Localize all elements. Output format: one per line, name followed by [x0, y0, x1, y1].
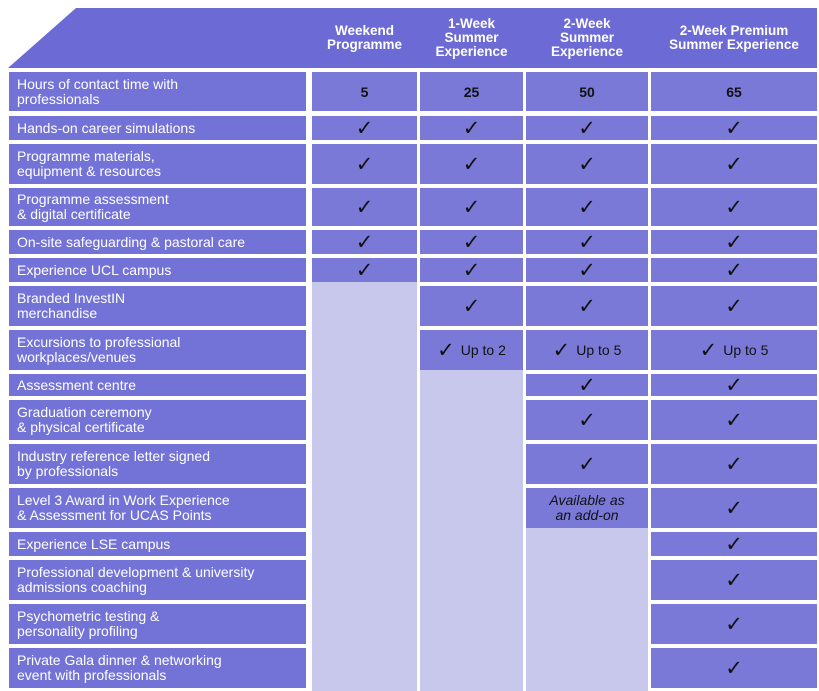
header-line: Summer Experience — [669, 37, 799, 52]
cell-text: Up to 2 — [460, 342, 506, 358]
row-label — [9, 532, 306, 556]
check-icon: ✓ — [725, 567, 743, 592]
check-cell — [420, 188, 523, 226]
row-label-line: Hands-on career simulations — [17, 119, 196, 136]
header-line: Summer — [444, 30, 499, 45]
row-label — [9, 488, 306, 528]
check-icon: ✓ — [725, 531, 743, 556]
check-icon: ✓ — [578, 257, 596, 282]
check-icon: ✓ — [725, 229, 743, 254]
check-icon: ✓ — [437, 337, 455, 362]
row-label-line: merchandise — [17, 305, 98, 321]
row-label — [9, 188, 306, 226]
row-label-line: Branded InvestIN — [17, 290, 126, 306]
check-cell — [526, 144, 648, 184]
value-cell: 65 — [651, 72, 817, 111]
check-cell — [526, 330, 648, 370]
check-icon: ✓ — [725, 194, 743, 219]
unavailable-region — [526, 528, 648, 691]
row-label-line: Experience LSE campus — [17, 535, 171, 552]
row-label — [9, 72, 306, 111]
check-icon: ✓ — [725, 655, 743, 680]
note-line: Available as — [549, 492, 625, 508]
row-label-line: personality profiling — [17, 623, 138, 639]
row-label — [9, 648, 306, 688]
row-label-line: workplaces/venues — [17, 349, 137, 365]
check-icon: ✓ — [578, 194, 596, 219]
check-cell — [420, 286, 523, 326]
row-label-line: Assessment centre — [17, 376, 137, 393]
row-label — [9, 258, 306, 282]
row-label — [9, 144, 306, 184]
check-cell — [526, 188, 648, 226]
row-label — [9, 604, 306, 644]
check-cell — [526, 444, 648, 484]
check-cell — [651, 188, 817, 226]
check-icon: ✓ — [578, 229, 596, 254]
check-cell — [312, 188, 417, 226]
check-cell — [651, 258, 817, 282]
check-cell — [651, 286, 817, 326]
check-cell — [651, 330, 817, 370]
row-label-line: Experience UCL campus — [17, 261, 172, 278]
check-cell — [312, 144, 417, 184]
check-icon: ✓ — [462, 194, 481, 219]
row-label — [9, 400, 306, 440]
check-cell — [651, 444, 817, 484]
row-label-line: admissions coaching — [17, 579, 147, 595]
check-cell — [651, 374, 817, 396]
row-label-line: equipment & resources — [17, 163, 161, 179]
row-label — [9, 330, 306, 370]
check-cell — [651, 604, 817, 644]
header-2-week-premium — [651, 8, 817, 68]
check-cell — [312, 230, 417, 254]
check-icon: ✓ — [725, 611, 743, 636]
value-cell: 50 — [526, 72, 648, 111]
row-label-line: Level 3 Award in Work Experience — [17, 492, 230, 508]
row-label-line: Hours of contact time with — [17, 75, 179, 92]
check-icon: ✓ — [725, 151, 743, 176]
check-cell — [312, 116, 417, 140]
row-label — [9, 116, 306, 140]
check-cell — [526, 116, 648, 140]
check-icon: ✓ — [355, 229, 374, 254]
check-icon: ✓ — [578, 293, 596, 318]
check-icon: ✓ — [462, 229, 481, 254]
check-cell — [526, 258, 648, 282]
check-icon: ✓ — [725, 115, 743, 140]
check-icon: ✓ — [355, 115, 374, 140]
check-icon: ✓ — [725, 451, 743, 476]
check-cell — [651, 230, 817, 254]
unavailable-region — [312, 282, 417, 691]
row-label — [9, 374, 306, 396]
check-icon: ✓ — [355, 257, 374, 282]
row-label-line: Excursions to professional — [17, 334, 181, 350]
check-cell — [420, 330, 523, 370]
check-cell — [420, 258, 523, 282]
check-icon: ✓ — [699, 337, 718, 362]
check-icon: ✓ — [578, 372, 596, 397]
row-label-line: Professional development & university — [17, 564, 255, 580]
row-label-line: & Assessment for UCAS Points — [17, 507, 212, 523]
row-label — [9, 444, 306, 484]
header-line: Weekend — [334, 23, 395, 38]
header-line: 1-Week — [447, 16, 495, 31]
check-icon: ✓ — [725, 257, 743, 282]
row-label-line: Graduation ceremony — [17, 404, 152, 420]
row-label-line: event with professionals — [17, 667, 167, 683]
cell-text: Up to 5 — [723, 342, 769, 358]
check-cell — [651, 560, 817, 600]
check-icon: ✓ — [725, 293, 743, 318]
header-line: 2-Week — [563, 16, 611, 31]
value-cell: 25 — [420, 72, 523, 111]
header-line: 2-Week Premium — [679, 23, 789, 38]
header-weekend-programme — [312, 8, 417, 68]
check-icon: ✓ — [462, 151, 481, 176]
row-label-line: Industry reference letter signed — [17, 448, 210, 464]
header-line: Summer — [559, 30, 614, 45]
header-line: Experience — [550, 44, 624, 59]
check-icon: ✓ — [462, 115, 481, 140]
check-cell — [651, 648, 817, 688]
row-label-line: & digital certificate — [17, 206, 131, 222]
unavailable-region — [420, 370, 523, 691]
row-label-line: Private Gala dinner & networking — [17, 652, 222, 668]
row-label-line: by professionals — [17, 463, 119, 479]
row-label-line: & physical certificate — [17, 419, 145, 435]
check-icon: ✓ — [355, 194, 374, 219]
check-icon: ✓ — [725, 372, 743, 397]
check-cell — [651, 116, 817, 140]
row-label — [9, 286, 306, 326]
check-cell — [526, 400, 648, 440]
value-cell: 5 — [312, 72, 417, 111]
row-label-line: Psychometric testing & — [17, 608, 160, 624]
check-cell — [420, 116, 523, 140]
header-line: Programme — [326, 37, 403, 52]
note-cell — [526, 488, 648, 528]
check-icon: ✓ — [355, 151, 374, 176]
check-icon: ✓ — [725, 407, 743, 432]
check-icon: ✓ — [462, 293, 481, 318]
header-2-week-summer — [526, 8, 648, 68]
note-line: an add-on — [555, 507, 619, 523]
check-cell — [526, 230, 648, 254]
row-label-line: Programme assessment — [17, 191, 169, 207]
check-cell — [651, 488, 817, 528]
row-label — [9, 560, 306, 600]
row-label-line: professionals — [17, 90, 100, 107]
row-label-line: On-site safeguarding & pastoral care — [17, 233, 246, 250]
check-icon: ✓ — [462, 257, 481, 282]
check-cell — [651, 532, 817, 556]
header-line: Experience — [435, 44, 508, 59]
check-cell — [420, 144, 523, 184]
check-cell — [526, 374, 648, 396]
check-cell — [420, 230, 523, 254]
check-icon: ✓ — [578, 407, 596, 432]
check-icon: ✓ — [578, 451, 596, 476]
row-label-line: Programme materials, — [17, 148, 155, 164]
header-1-week-summer — [420, 8, 523, 68]
check-cell — [312, 258, 417, 282]
check-icon: ✓ — [578, 151, 596, 176]
cell-text: Up to 5 — [576, 342, 622, 358]
row-label — [9, 230, 306, 254]
check-icon: ✓ — [552, 337, 571, 362]
check-cell — [526, 286, 648, 326]
check-icon: ✓ — [725, 495, 743, 520]
check-cell — [651, 144, 817, 184]
check-cell — [651, 400, 817, 440]
check-icon: ✓ — [578, 115, 596, 140]
